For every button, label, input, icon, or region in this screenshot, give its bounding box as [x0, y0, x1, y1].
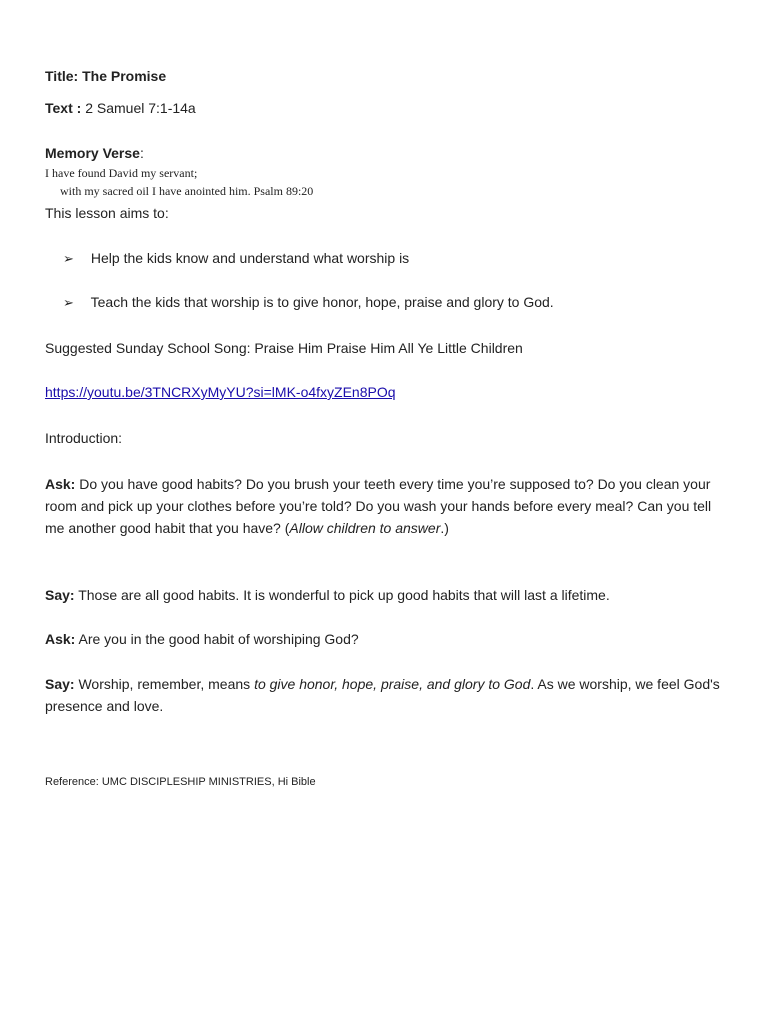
introduction-heading: Introduction: [45, 430, 123, 446]
ask-label: Ask: [45, 631, 76, 647]
say-label: Say: [45, 587, 75, 603]
suggested-song: Suggested Sunday School Song: Praise Him Praise Him All Ye Little Children [45, 340, 523, 356]
text-value: 2 Samuel 7:1-14a [85, 100, 196, 116]
memory-verse-heading [45, 145, 144, 161]
aim-bullet-item [63, 250, 409, 267]
title-value: The Promise [82, 68, 167, 84]
ask-end: .) [440, 520, 449, 536]
scripture-text [45, 100, 196, 116]
arrow-bullet-icon: ➢ [63, 251, 74, 266]
lesson-aims-intro: This lesson aims to: [45, 205, 169, 221]
song-video-link[interactable]: https://youtu.be/3TNCRXyMyYU?si=lMK-o4fxyZEn8POq [45, 384, 396, 400]
say-text: Worship, remember, means [78, 676, 251, 692]
ask-italic-instruction: Allow children to answer [289, 520, 441, 536]
ask-text: Do you have good habits? Do you brush your teeth every time you’re supposed to? Do you clean your room and pick up your clothes before you’re told? Do you wash your hands before every meal? Can you tell me another good habit that you have? ( [45, 476, 712, 536]
ask-text: Are you in the good habit of worshiping God? [78, 631, 359, 647]
aim-text: Teach the kids that worship is to give honor, hope, praise and glory to God. [90, 294, 554, 310]
memory-verse-colon: : [139, 145, 144, 161]
memory-verse-line-2: with my sacred oil I have anointed him. Psalm 89:20 [60, 184, 314, 198]
ask-paragraph-2 [45, 628, 725, 650]
lesson-title [45, 68, 166, 84]
ask-label: Ask: [45, 476, 76, 492]
aim-bullet-item [63, 294, 554, 311]
say-paragraph-1 [45, 584, 725, 606]
text-label: Text : [45, 100, 82, 116]
aim-text: Help the kids know and understand what worship is [90, 250, 410, 266]
memory-verse-line-1: I have found David my servant; [45, 166, 198, 180]
reference-note: Reference: UMC DISCIPLESHIP MINISTRIES, Hi Bible [45, 776, 316, 788]
say-paragraph-2 [45, 673, 725, 717]
memory-verse-label: Memory Verse [45, 145, 140, 161]
say-end: . As we worship, we feel God's presence and love. [45, 676, 720, 714]
ask-paragraph-1 [45, 473, 725, 539]
say-text: Those are all good habits. It is wonderful to pick up good habits that will last a lifetime. [78, 587, 610, 603]
arrow-bullet-icon: ➢ [63, 295, 74, 310]
say-label: Say: [45, 676, 75, 692]
title-label: Title: [45, 68, 79, 84]
say-italic-definition: to give honor, hope, praise, and glory to God [254, 676, 531, 692]
